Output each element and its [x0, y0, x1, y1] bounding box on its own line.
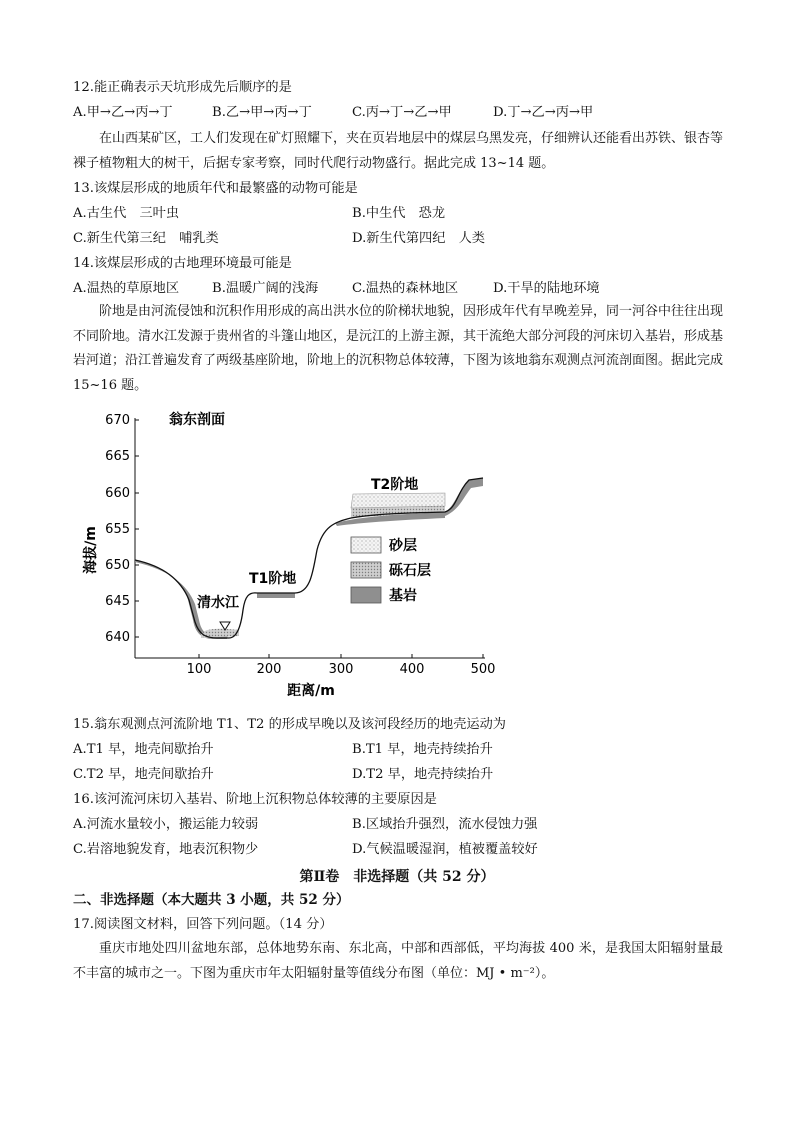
q14-option-b: B.温暖广阔的浅海 — [212, 281, 319, 296]
legend-sand-label: 砂层 — [389, 538, 417, 554]
q12-option-c: C.丙→丁→乙→甲 — [352, 105, 452, 120]
q12-option-b: B.乙→甲→丙→丁 — [212, 105, 312, 120]
section-2-title: 第Ⅱ卷 非选择题（共 52 分） — [299, 869, 495, 885]
section-2-heading: 二、非选择题（本大题共 3 小题，共 52 分） — [73, 892, 350, 908]
legend-gravel-label: 砾石层 — [389, 563, 431, 579]
x-tick-200: 200 — [256, 662, 282, 677]
x-ticks — [187, 654, 496, 677]
q16-option-b: B.区域抬升强烈，流水侵蚀力强 — [352, 817, 538, 832]
q16-option-a: A.河流水量较小，搬运能力较弱 — [73, 817, 259, 832]
q13-option-d: D.新生代第四纪 人类 — [352, 231, 485, 246]
q14-stem: 14.该煤层形成的古地理环境最可能是 — [73, 256, 292, 271]
figure-title: 翁东剖面 — [169, 412, 225, 428]
q14-option-c: C.温热的森林地区 — [352, 281, 459, 296]
legend-gravel-swatch — [351, 562, 381, 578]
y-tick-640: 640 — [105, 630, 130, 645]
q15-option-b: B.T1 早，地壳持续抬升 — [352, 742, 493, 757]
legend-sand-swatch — [351, 537, 381, 553]
passage-13-14: 在山西某矿区，工人们发现在矿灯照耀下，夹在页岩地层中的煤层乌黑发亮，仔细辨认还能看出苏铁、银杏等裸子植物粗大的树干，后据专家考察，同时代爬行动物盛行。据此完成 13~14 题。 — [73, 131, 724, 171]
label-t2: T2阶地 — [371, 477, 419, 493]
x-tick-400: 400 — [399, 662, 425, 677]
x-axis-label: 距离/m — [287, 683, 335, 699]
y-tick-670: 670 — [105, 413, 130, 428]
q14-option-d: D.干旱的陆地环境 — [493, 281, 600, 296]
q14-option-a: A.温热的草原地区 — [73, 281, 180, 296]
x-tick-100: 100 — [186, 662, 212, 677]
legend-bedrock-swatch — [351, 587, 381, 603]
passage-15-16: 阶地是由河流侵蚀和沉积作用形成的高出洪水位的阶梯状地貌，因形成年代有早晚差异，同一河谷中往往出现不同阶地。清水江发源于贵州省的斗篷山地区，是沅江的上游主源，其干流绝大部分河段的河床切入基岩，形成基岩河道；沿江普遍发育了两级基座阶地，阶地上的沉积物总体较薄，下图为该地翁东观测点河流剖面图。据此完成 15~16 题。 — [73, 304, 724, 393]
x-tick-300: 300 — [328, 662, 354, 677]
q15-option-d: D.T2 早，地壳持续抬升 — [352, 767, 494, 782]
y-tick-645: 645 — [105, 594, 130, 609]
q15-option-c: C.T2 早，地壳间歇抬升 — [73, 767, 214, 782]
q15-stem: 15.翁东观测点河流阶地 T1、T2 的形成早晚以及该河段经历的地壳运动为 — [73, 717, 506, 732]
q12-option-d: D.丁→乙→丙→甲 — [493, 105, 594, 120]
y-tick-660: 660 — [105, 486, 130, 501]
sand-t2 — [351, 493, 445, 508]
legend — [351, 537, 431, 604]
q16-option-d: D.气候温暖湿润，植被覆盖较好 — [352, 842, 538, 857]
q13-option-b: B.中生代 恐龙 — [352, 206, 446, 221]
y-axis-label: 海拔/m — [83, 526, 99, 574]
q13-option-c: C.新生代第三纪 哺乳类 — [73, 231, 219, 246]
q16-stem: 16.该河流河床切入基岩、阶地上沉积物总体较薄的主要原因是 — [73, 792, 437, 807]
bedrock-right-upper — [445, 478, 483, 516]
label-t1: T1阶地 — [249, 571, 297, 587]
river-profile-figure — [73, 400, 503, 705]
y-tick-665: 665 — [105, 449, 130, 464]
q12-stem: 12.能正确表示天坑形成先后顺序的是 — [73, 80, 292, 95]
q13-stem: 13.该煤层形成的地质年代和最繁盛的动物可能是 — [73, 181, 358, 196]
q17-stem: 17.阅读图文材料，回答下列问题。（14 分） — [73, 917, 333, 932]
q15-option-a: A.T1 早，地壳间歇抬升 — [73, 742, 214, 757]
q13-option-a: A.古生代 三叶虫 — [73, 206, 180, 221]
y-tick-655: 655 — [105, 522, 130, 537]
bedrock-t1 — [257, 593, 295, 598]
water-level-icon — [220, 622, 230, 630]
q16-option-c: C.岩溶地貌发育，地表沉积物少 — [73, 842, 259, 857]
legend-bedrock-label: 基岩 — [389, 588, 417, 604]
x-tick-500: 500 — [470, 662, 496, 677]
label-river: 清水江 — [197, 595, 239, 611]
y-tick-650: 650 — [105, 558, 130, 573]
q17-passage: 重庆市地处四川盆地东部，总体地势东南、东北高，中部和西部低，平均海拔 400 米，是我国太阳辐射量最不丰富的城市之一。下图为重庆市年太阳辐射量等值线分布图（单位：MJ • m⁻²）。 — [73, 941, 723, 981]
y-ticks — [105, 413, 139, 645]
q12-option-a: A.甲→乙→丙→丁 — [73, 105, 173, 120]
